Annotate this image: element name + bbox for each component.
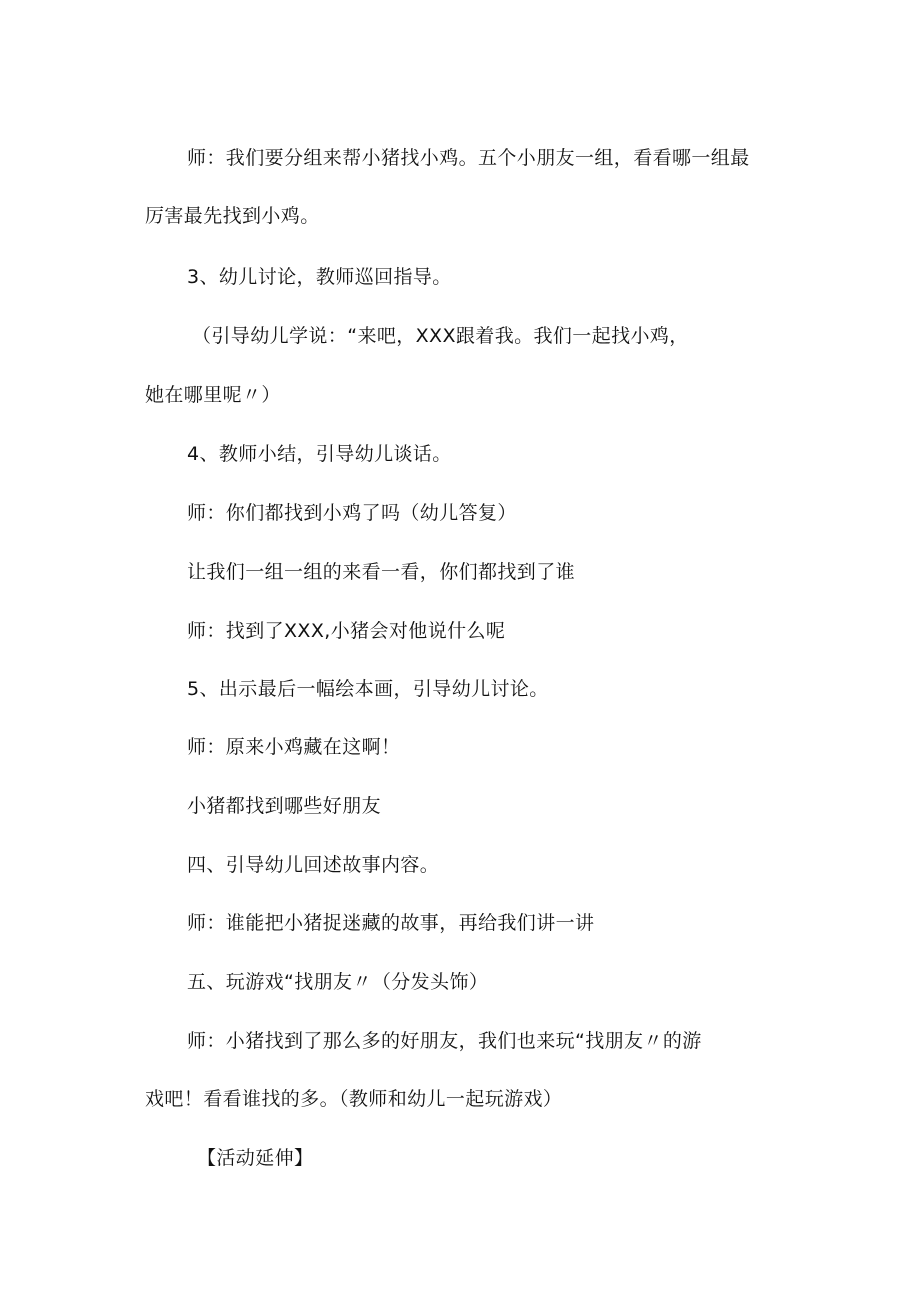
text-line: 师：谁能把小猪捉迷藏的故事，再给我们讲一讲 — [187, 912, 595, 934]
text-line: 小猪都找到哪些好朋友 — [187, 795, 382, 817]
text-line: 3、幼儿讨论，教师巡回指导。 — [187, 266, 452, 288]
section-heading: 【活动延伸】 — [197, 1147, 314, 1169]
text-line: 她在哪里呢〃） — [145, 384, 281, 406]
text-line: 让我们一组一组的来看一看，你们都找到了谁 — [187, 561, 576, 583]
text-line: 5、出示最后一幅绘本画，引导幼儿讨论。 — [187, 678, 549, 700]
text-line: 四、引导幼儿回述故事内容。 — [187, 854, 440, 876]
text-line: 师：小猪找到了那么多的好朋友，我们也来玩“找朋友〃的游 — [187, 1030, 702, 1052]
text-line: 厉害最先找到小鸡。 — [145, 205, 320, 227]
text-line: （引导幼儿学说：“来吧，XXX跟着我。我们一起找小鸡， — [192, 325, 689, 347]
text-line: 4、教师小结，引导幼儿谈话。 — [187, 443, 452, 465]
text-line: 师：原来小鸡藏在这啊！ — [187, 736, 401, 758]
text-line: 师：找到了XXX,小猪会对他说什么呢 — [187, 620, 506, 642]
text-line: 师：你们都找到小鸡了吗（幼儿答复） — [187, 502, 517, 524]
text-line: 师：我们要分组来帮小猪找小鸡。五个小朋友一组，看看哪一组最 — [187, 147, 750, 169]
text-line: 五、玩游戏“找朋友〃（分发头饰） — [187, 971, 489, 993]
text-line: 戏吧！看看谁找的多。（教师和幼儿一起玩游戏） — [145, 1088, 563, 1110]
